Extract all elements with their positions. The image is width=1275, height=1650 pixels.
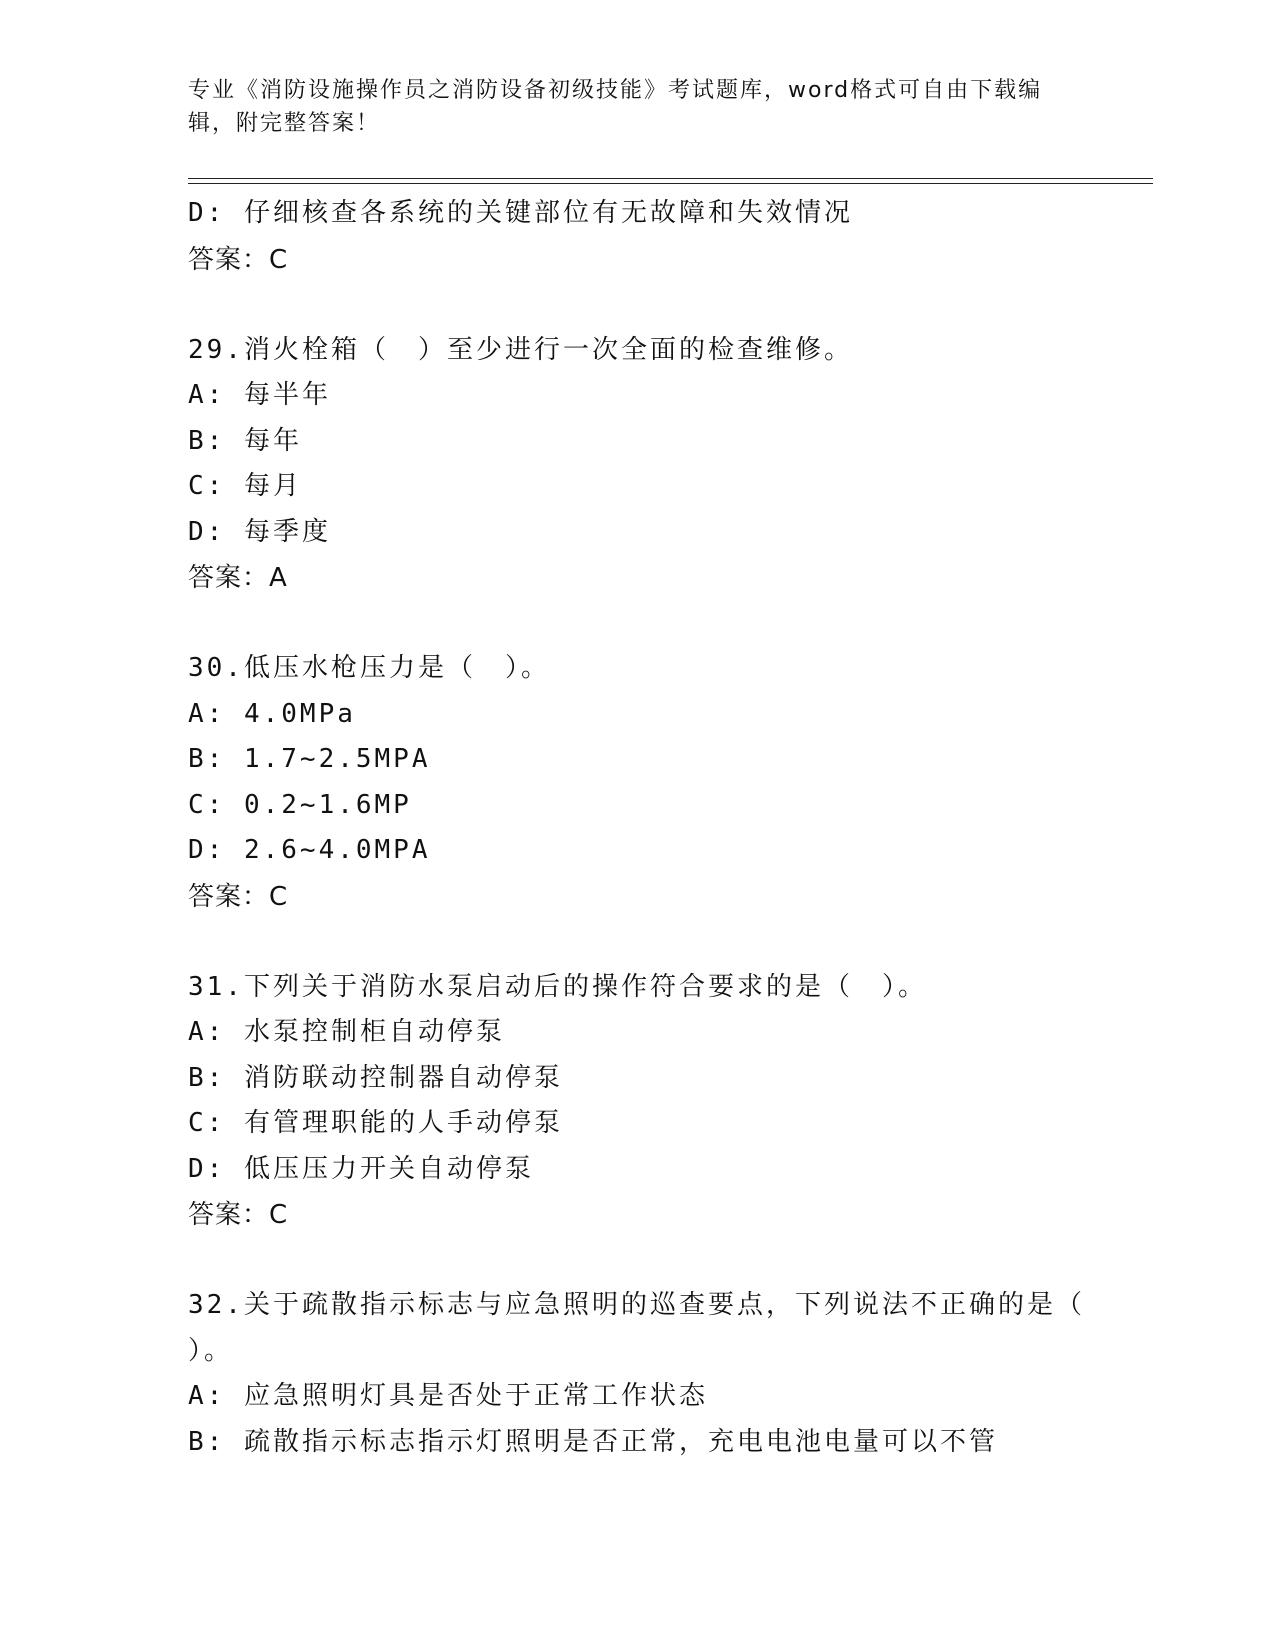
question-stem-line-1: 32.关于疏散指示标志与应急照明的巡查要点，下列说法不正确的是（ [188, 1290, 1085, 1320]
question-stem: 31.下列关于消防水泵启动后的操作符合要求的是（ ）。 [188, 971, 927, 1002]
option-d: D: 低压压力开关自动停泵 [188, 1153, 534, 1184]
option-b: B: 疏散指示标志指示灯照明是否正常，充电电池电量可以不管 [188, 1426, 998, 1457]
answer: 答案：A [188, 563, 288, 593]
question-30 [188, 646, 1088, 920]
question-list [188, 191, 1088, 1465]
option-b: B: 1.7~2.5MPA [188, 744, 431, 774]
option-a: A: 应急照明灯具是否处于正常工作状态 [188, 1381, 708, 1411]
spacer [188, 601, 1088, 646]
question-32 [188, 1283, 1088, 1465]
page-header [188, 74, 1088, 140]
option-d: D: 2.6~4.0MPA [188, 835, 431, 865]
answer: 答案：C [188, 881, 289, 912]
spacer [188, 920, 1088, 965]
header-line-1: 专业《消防设施操作员之消防设备初级技能》考试题库，word格式可自由下载编 [188, 78, 1043, 103]
question-stem: 30.低压水枪压力是（ ）。 [188, 653, 550, 683]
option-b: B: 每年 [188, 425, 302, 456]
option-d: D: 每季度 [188, 516, 331, 547]
answer: 答案：C [188, 1200, 289, 1230]
answer: 答案：C [188, 244, 289, 275]
option-d: D: 仔细核查各系统的关键部位有无故障和失效情况 [188, 198, 853, 228]
question-stem: 29.消火栓箱（ ）至少进行一次全面的检查维修。 [188, 334, 853, 365]
option-c: C: 有管理职能的人手动停泵 [188, 1108, 563, 1138]
option-c: C: 每月 [188, 471, 302, 501]
header-divider-bottom [188, 183, 1153, 184]
option-c: C: 0.2~1.6MP [188, 789, 412, 820]
question-28-tail [188, 191, 1088, 283]
question-29 [188, 328, 1088, 602]
option-a: A: 水泵控制柜自动停泵 [188, 1017, 505, 1047]
option-a: A: 每半年 [188, 380, 331, 410]
header-line-2: 辑，附完整答案！ [188, 111, 381, 136]
spacer [188, 283, 1088, 328]
question-31 [188, 965, 1088, 1239]
header-divider-top [188, 178, 1153, 179]
question-stem-line-2: ）。 [188, 1335, 234, 1366]
option-b: B: 消防联动控制器自动停泵 [188, 1062, 563, 1093]
spacer [188, 1238, 1088, 1283]
option-a: A: 4.0MPa [188, 698, 356, 729]
